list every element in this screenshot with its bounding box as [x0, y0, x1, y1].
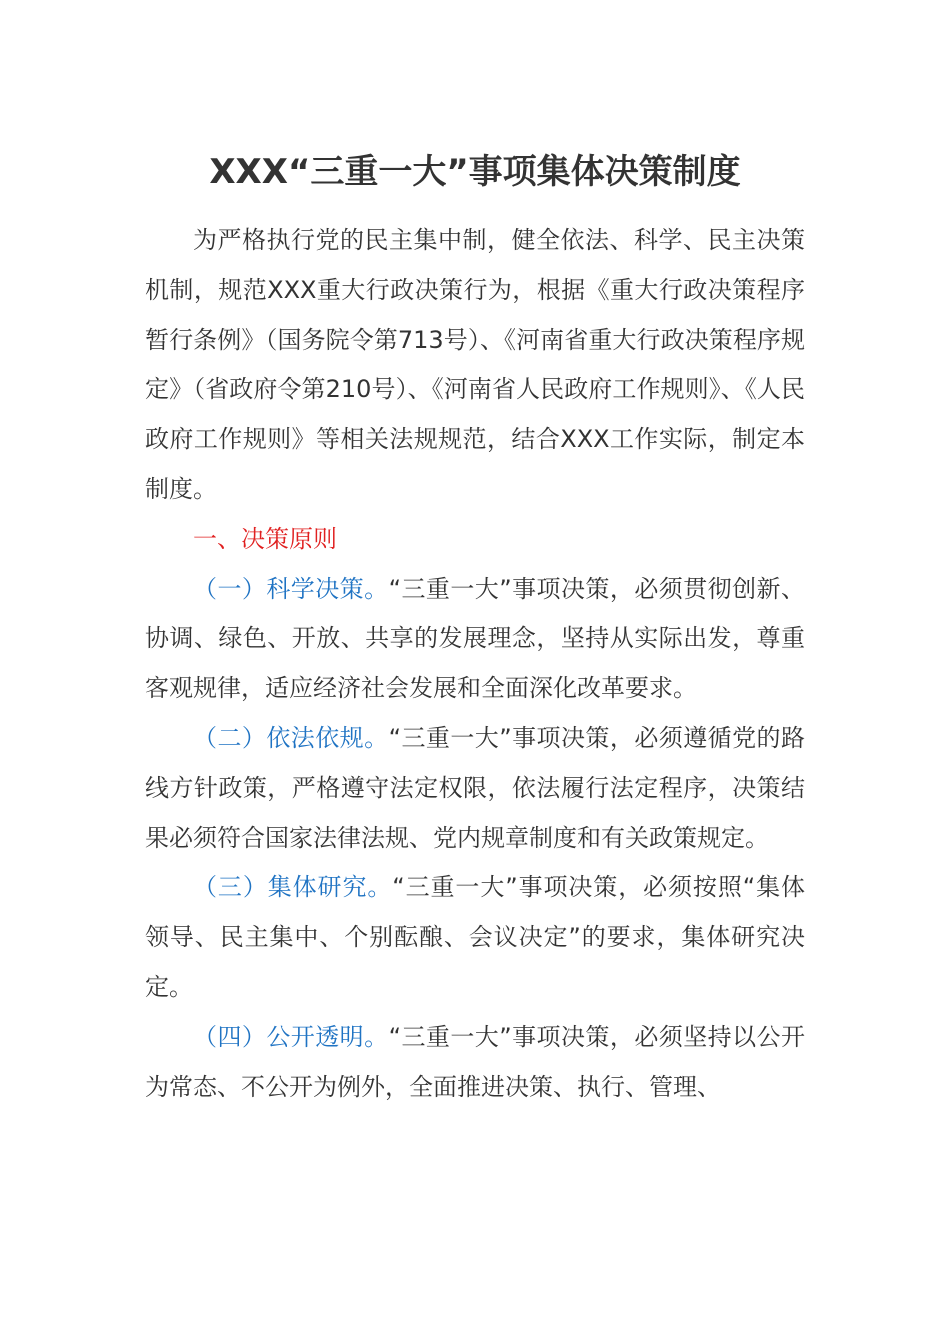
principle-item-2 [145, 714, 805, 863]
principle-item-3 [145, 863, 805, 1012]
principle-item-text: “三重一大”事项决策，必须坚持以公开为常态、不公开为例外，全面推进决策、执行、管理、 [145, 1022, 805, 1101]
principle-item-text: “三重一大”事项决策，必须遵循党的路线方针政策，严格遵守法定权限，依法履行法定程序，决策结果必须符合国家法律法规、党内规章制度和有关政策规定。 [145, 723, 805, 852]
principle-item-1 [145, 565, 805, 714]
principle-item-label: （二）依法依规。 [193, 723, 389, 752]
principle-item-text: “三重一大”事项决策，必须贯彻创新、协调、绿色、开放、共享的发展理念，坚持从实际出发，尊重客观规律，适应经济社会发展和全面深化改革要求。 [145, 574, 805, 703]
intro-paragraph: 为严格执行党的民主集中制，健全依法、科学、民主决策机制，规范XXX重大行政决策行为，根据《重大行政决策程序暂行条例》（国务院令第713号）、《河南省重大行政决策程序规定》（省政府令第210号）、《河南省人民政府工作规则》、《人民政府工作规则》等相关法规规范，结合XXX工作实际，制定本制度。 [145, 226, 805, 503]
section-heading-principles: 一、决策原则 [193, 524, 337, 553]
principle-item-label: （一）科学决策。 [193, 574, 389, 603]
principle-item-label: （四）公开透明。 [193, 1022, 389, 1051]
principle-item-4 [145, 1013, 805, 1113]
principle-item-text: “三重一大”事项决策，必须按照“集体领导、民主集中、个别酝酿、会议决定”的要求，集体研究决定。 [145, 873, 805, 1001]
document-body [145, 216, 805, 1112]
document-title: XXX“三重一大”事项集体决策制度 [209, 152, 741, 192]
principle-item-label: （三）集体研究。 [193, 873, 393, 902]
